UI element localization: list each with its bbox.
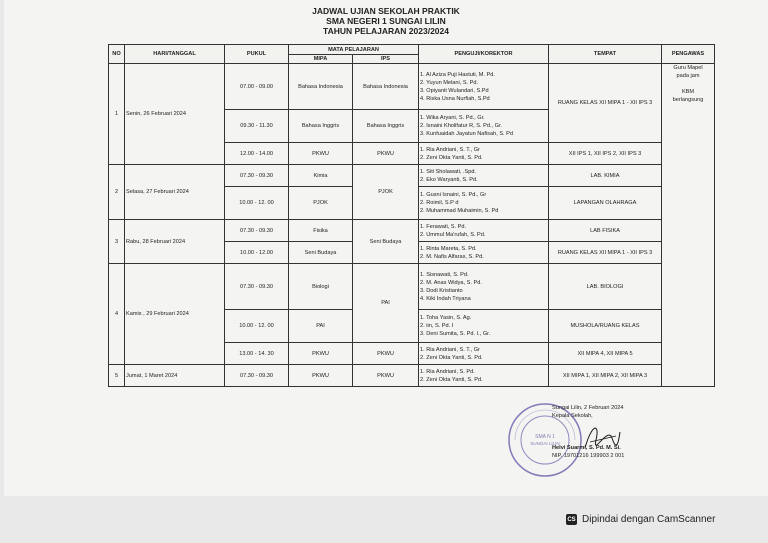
time-cell: 10.00 - 12. 00 (225, 310, 289, 343)
table-row (109, 165, 715, 187)
time-cell: 07.30 - 09.30 (225, 365, 289, 387)
examiner-list (419, 242, 549, 264)
mipa-cell: Bahasa Indonesia (289, 64, 353, 110)
table-row (109, 264, 715, 310)
ips-cell: PKWU (353, 365, 419, 387)
examiner: 2. Zeni Okta Yanti, S. Pd. (420, 154, 483, 161)
exam-schedule-table (108, 44, 715, 387)
examiner-list (419, 64, 549, 110)
signature-block (552, 404, 624, 460)
signature-place-date: Sungai Lilin, 2 Februari 2024 (552, 405, 624, 411)
camscanner-text: Dipindai dengan CamScanner (582, 514, 716, 525)
place-cell: LAB. KIMIA (549, 165, 662, 187)
examiner: 2. Isnaini Kholifatur R, S. Pd., Gr. (420, 123, 503, 129)
day-date: Senin, 26 Februari 2024 (125, 64, 225, 165)
ips-cell: Bahasa Indonesia (353, 64, 419, 110)
day-no: 4 (109, 264, 125, 365)
day-date: Selasa, 27 Februari 2024 (125, 165, 225, 220)
camscanner-footer (566, 514, 715, 525)
header-pukul: PUKUL (225, 45, 289, 64)
header-tempat: TEMPAT (549, 45, 662, 64)
examiner: 2. Zeni Okta Yanti, S. Pd. (420, 354, 483, 361)
supervisor-line: berlangsung (672, 97, 704, 103)
table-row (109, 220, 715, 242)
signature-name: Helvi Suarmi, S. Pd. M. Si. (552, 445, 621, 451)
examiner: 2. Muhammad Muhaimin, S. Pd (420, 208, 499, 214)
time-cell: 07.30 - 09.30 (225, 165, 289, 187)
header-ips: IPS (353, 55, 419, 64)
signature-role: Kepala Sekolah, (552, 413, 593, 419)
table-row (109, 64, 715, 110)
title-line-2: SMA NEGERI 1 SUNGAI LILIN (326, 16, 446, 26)
mipa-cell: PKWU (289, 365, 353, 387)
title-line-1: JADWAL UJIAN SEKOLAH PRAKTIK (312, 6, 460, 16)
header-penguji: PENGUJI/KOREKTOR (419, 45, 549, 64)
examiner-list (419, 187, 549, 220)
ips-cell: Seni Budaya (353, 220, 419, 264)
examiner: 2. iin, S. Pd. I (420, 323, 454, 329)
header-no: NO (109, 45, 125, 64)
ips-cell: Bahasa Inggris (353, 110, 419, 143)
time-cell: 12.00 - 14.00 (225, 143, 289, 165)
examiner: 1. Toha Yasin, S. Ag. (420, 315, 472, 321)
header-hari: HARI/TANGGAL (125, 45, 225, 64)
camscanner-icon: CS (566, 514, 577, 525)
examiner: 1. Ria Andriani, S. Pd. (420, 368, 475, 375)
supervisor-line: pada jam (676, 73, 700, 79)
examiner: 1. Ria Andriani, S. T., Gr (420, 146, 480, 153)
examiner: 2. M. Nafis Alfaras, S. Pd. (420, 253, 484, 260)
examiner: 3. Opiyanti Wulandari, S.Pd (420, 87, 489, 94)
mipa-cell: Fisika (289, 220, 353, 242)
supervisor-line: Guru Mapel (673, 65, 703, 71)
mipa-cell: Biologi (289, 264, 353, 310)
signature-nip: NIP. 19701216 199903 2 001 (552, 453, 625, 459)
time-cell: 10.00 - 12. 00 (225, 187, 289, 220)
time-cell: 10.00 - 12.00 (225, 242, 289, 264)
mipa-cell: PJOK (289, 187, 353, 220)
time-cell: 07.00 - 09.00 (225, 64, 289, 110)
day-date: Kamis , 29 Februari 2024 (125, 264, 225, 365)
examiner: 1. Sisnawati, S. Pd. (420, 271, 469, 278)
supervisor-cell (662, 64, 715, 387)
examiner: 1. Wika Aryani, S. Pd., Gr. (420, 115, 485, 121)
place-cell: RUANG KELAS XII MIPA 1 - XII IPS 3 (549, 242, 662, 264)
examiner-list (419, 165, 549, 187)
examiner-list (419, 310, 549, 343)
header-mipa: MIPA (289, 55, 353, 64)
place-cell: XII IPS 1, XII IPS 2, XII IPS 3 (549, 143, 662, 165)
examiner: 1. Siti Sholawati, .Spd. (420, 168, 476, 175)
mipa-cell: Bahasa Inggris (289, 110, 353, 143)
examiner-list (419, 143, 549, 165)
mipa-cell: PAI (289, 310, 353, 343)
time-cell: 09.30 - 11.30 (225, 110, 289, 143)
examiner: 3. Kunfuaidah Jayatun Nafisah, S. Pd (420, 131, 513, 137)
time-cell: 07.30 - 09.30 (225, 264, 289, 310)
day-date: Jumat, 1 Maret 2024 (125, 365, 225, 387)
mipa-cell: Kimia (289, 165, 353, 187)
examiner: 2. Yuyun Melani, S. Pd. (420, 79, 479, 86)
ips-cell: PKWU (353, 143, 419, 165)
title-line-3: TAHUN PELAJARAN 2023/2024 (323, 26, 449, 36)
examiner: 2. Ummul Ma'rufah, S. Pd. (420, 231, 486, 238)
svg-text:SUNGAI LILIN: SUNGAI LILIN (530, 441, 560, 446)
examiner: 4. Kiki Indah Triyana (420, 295, 471, 302)
examiner: 2. Roimil, S.P d (420, 200, 459, 206)
examiner-list (419, 264, 549, 310)
examiner: 1. Al Aziza Puji Hastuti, M. Pd. (420, 71, 495, 78)
supervisor-line: KBM (681, 89, 695, 95)
place-cell: XII MIPA 1, XII MIPA 2, XII MIPA 3 (549, 365, 662, 387)
day-no: 5 (109, 365, 125, 387)
examiner: 2. Eko Waryanti, S. Pd. (420, 176, 478, 183)
examiner: 2. Zeni Okta Yanti, S. Pd. (420, 376, 483, 383)
header-mapel: MATA PELAJARAN (289, 45, 419, 55)
mipa-cell: Seni Budaya (289, 242, 353, 264)
place-cell: XII MIPA 4, XII MIPA 5 (549, 343, 662, 365)
examiner: 1. Rinta Mareta, S. Pd. (420, 245, 477, 252)
ips-cell: PAI (353, 264, 419, 343)
day-no: 1 (109, 64, 125, 165)
table-row (109, 365, 715, 387)
header-pengawas: PENGAWAS (662, 45, 715, 64)
examiner-list (419, 365, 549, 387)
day-date: Rabu, 28 Februari 2024 (125, 220, 225, 264)
ips-cell: PKWU (353, 343, 419, 365)
examiner: 2. M. Anas Widya, S. Pd. (420, 279, 482, 286)
day-no: 2 (109, 165, 125, 220)
examiner-list (419, 220, 549, 242)
ips-cell: PJOK (353, 165, 419, 220)
svg-text:SMA N 1: SMA N 1 (535, 434, 555, 440)
examiner: 1. Ria Andriani, S. T., Gr (420, 346, 480, 353)
mipa-cell: PKWU (289, 143, 353, 165)
place-cell: LAB FISIKA (549, 220, 662, 242)
time-cell: 07.30 - 09.30 (225, 220, 289, 242)
place-cell: LAPANGAN OLAHRAGA (549, 187, 662, 220)
place-cell: LAB. BIOLOGI (549, 264, 662, 310)
examiner-list (419, 343, 549, 365)
mipa-cell: PKWU (289, 343, 353, 365)
examiner: 1. Ferawati, S. Pd. (420, 223, 467, 230)
place-cell: RUANG KELAS XII MIPA 1 - XII IPS 3 (549, 64, 662, 143)
examiner: 3. Dodi Kristianto (420, 287, 463, 294)
examiner: 4. Riska Usna Nurfiah, S.Pd (420, 95, 490, 102)
examiner-list (419, 110, 549, 143)
place-cell: MUSHOLA/RUANG KELAS (549, 310, 662, 343)
examiner: 3. Deni Sumita, S. Pd. I., Gr. (420, 331, 491, 337)
day-no: 3 (109, 220, 125, 264)
time-cell: 13.00 - 14. 30 (225, 343, 289, 365)
examiner: 1. Gusni Isnaini, S. Pd., Gr (420, 192, 487, 198)
